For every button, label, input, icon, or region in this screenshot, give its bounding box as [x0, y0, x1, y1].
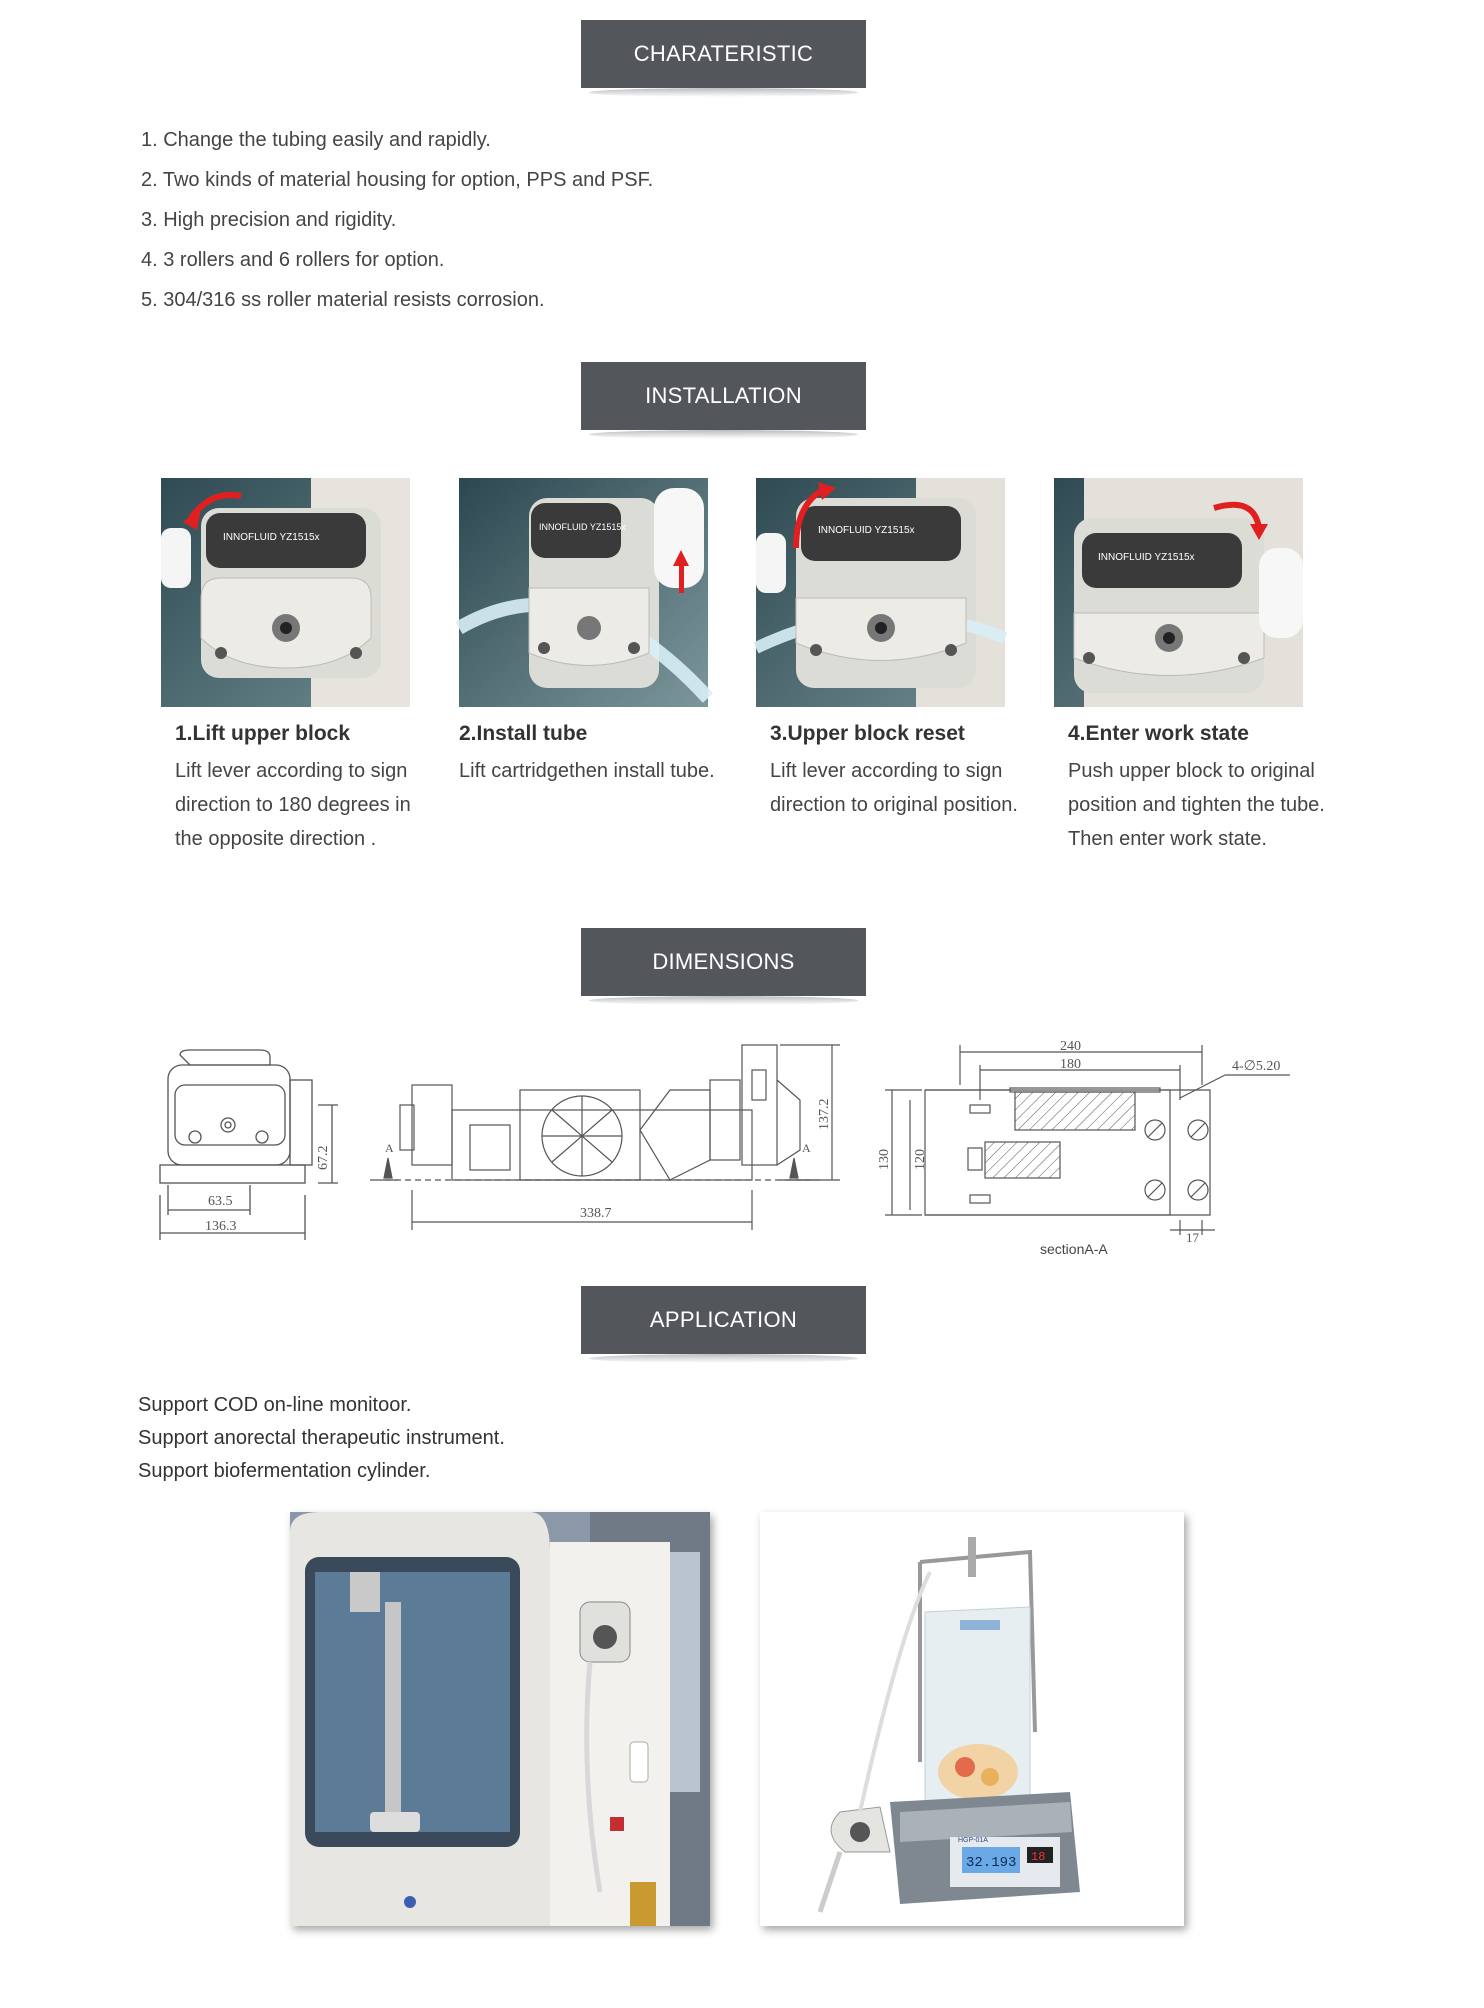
section-mark-right: A	[802, 1141, 811, 1155]
section-header-installation: INSTALLATION	[581, 362, 866, 430]
step-4-image	[1054, 478, 1303, 707]
balance-model: HGP-01A	[958, 1837, 988, 1844]
section-header-application: APPLICATION	[581, 1286, 866, 1354]
characteristics-list	[141, 120, 653, 320]
step-2-title: 2.Install tube	[459, 722, 588, 745]
step-3-title: 3.Upper block reset	[770, 722, 965, 745]
dim-inner-width: 63.5	[208, 1194, 233, 1209]
step-1-title: 1.Lift upper block	[175, 722, 351, 745]
step-3-text: Lift lever according to sign direction to original position.	[770, 760, 1018, 816]
step-1-text: Lift lever according to sign direction to 180 degrees in the opposite direction .	[175, 760, 411, 850]
dim-180: 180	[1060, 1057, 1081, 1072]
application-photo-biofermentation	[760, 1512, 1184, 1926]
step-2-text: Lift cartridgethen install tube.	[459, 760, 715, 782]
section-view-drawing	[877, 1030, 1340, 1260]
dim-length: 338.7	[580, 1206, 612, 1221]
dim-120: 120	[913, 1149, 928, 1170]
dim-holes: 4-∅5.20	[1232, 1059, 1281, 1074]
step-2-image	[459, 478, 708, 707]
step-4-title: 4.Enter work state	[1068, 722, 1249, 745]
application-line-2: Support anorectal therapeutic instrument.	[138, 1427, 505, 1449]
balance-display: 32.193	[966, 1855, 1017, 1871]
section-header-dimensions: DIMENSIONS	[581, 928, 866, 996]
pump-label-3: INNOFLUID YZ1515x	[818, 525, 915, 536]
step-1-image	[161, 478, 410, 707]
side-view-drawing	[370, 1040, 850, 1240]
section-header-characteristic: CHARATERISTIC	[581, 20, 866, 88]
application-line-1: Support COD on-line monitoor.	[138, 1394, 412, 1416]
dim-130: 130	[877, 1149, 892, 1170]
list-item: 2. Two kinds of material housing for option, PPS and PSF.	[141, 169, 654, 191]
application-photo-cod-monitor	[290, 1512, 710, 1926]
list-item: 4. 3 rollers and 6 rollers for option.	[141, 249, 445, 271]
dim-width: 136.3	[205, 1219, 237, 1234]
dim-17: 17	[1186, 1230, 1199, 1245]
list-item: 3. High precision and rigidity.	[141, 209, 397, 231]
pump-label-4: INNOFLUID YZ1515x	[1098, 552, 1195, 563]
list-item: 1. Change the tubing easily and rapidly.	[141, 129, 491, 151]
application-line-3: Support biofermentation cylinder.	[138, 1460, 431, 1482]
pump-label-2: INNOFLUID YZ1515x	[539, 522, 626, 532]
pump-label-1: INNOFLUID YZ1515x	[223, 532, 320, 543]
list-item: 5. 304/316 ss roller material resists corrosion.	[141, 289, 545, 311]
section-mark-left: A	[385, 1141, 394, 1155]
section-caption: sectionA-A	[1040, 1241, 1108, 1257]
dim-side-height: 137.2	[817, 1098, 832, 1130]
balance-display-2: 18	[1031, 1850, 1046, 1864]
front-view-drawing	[150, 1045, 350, 1255]
step-4-text: Push upper block to original position and tighten the tube. Then enter work state.	[1068, 760, 1325, 850]
dim-240: 240	[1060, 1039, 1081, 1054]
dim-height: 67.2	[316, 1145, 331, 1170]
step-3-image	[756, 478, 1005, 707]
